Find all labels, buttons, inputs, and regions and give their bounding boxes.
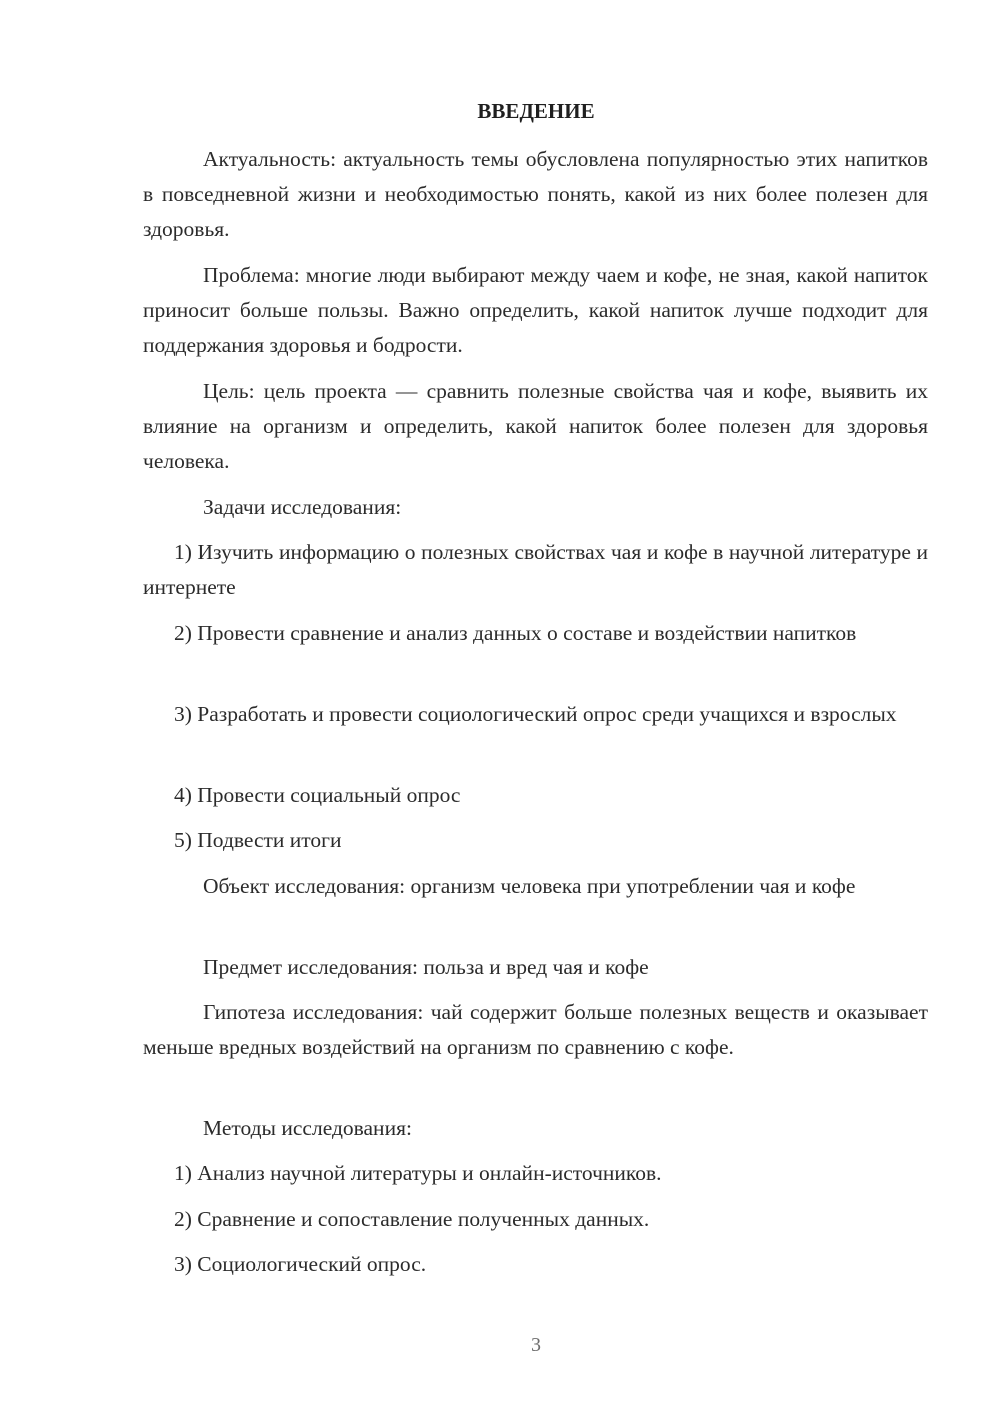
hypothesis-paragraph: Гипотеза исследования: чай содержит больше полезных веществ и оказывает меньше вредных воздействий на организм по сравнению с кофе. bbox=[143, 1000, 928, 1059]
task-item-1: 1) Изучить информацию о полезных свойствах чая и кофе в научной литературе и интернете bbox=[143, 540, 928, 599]
method-item-1: 1) Анализ научной литературы и онлайн-источников. bbox=[174, 1161, 662, 1185]
page-number: 3 bbox=[531, 1334, 541, 1356]
object-paragraph: Объект исследования: организм человека при употреблении чая и кофе bbox=[203, 874, 856, 898]
methods-heading: Методы исследования: bbox=[203, 1116, 412, 1140]
method-item-2: 2) Сравнение и сопоставление полученных данных. bbox=[174, 1207, 650, 1231]
tasks-heading: Задачи исследования: bbox=[203, 495, 402, 519]
task-item-2: 2) Провести сравнение и анализ данных о составе и воздействии напитков bbox=[174, 621, 857, 645]
subject-paragraph: Предмет исследования: польза и вред чая и кофе bbox=[203, 955, 649, 979]
page-title: ВВЕДЕНИЕ bbox=[477, 99, 595, 123]
task-item-3: 3) Разработать и провести социологический опрос среди учащихся и взрослых bbox=[174, 702, 897, 726]
method-item-3: 3) Социологический опрос. bbox=[174, 1252, 427, 1276]
task-item-5: 5) Подвести итоги bbox=[174, 828, 342, 852]
goal-paragraph: Цель: цель проекта — сравнить полезные свойства чая и кофе, выявить их влияние на организм и определить, какой напиток более полезен для здоровья человека. bbox=[143, 379, 928, 473]
relevance-paragraph: Актуальность: актуальность темы обусловлена популярностью этих напитков в повседневной жизни и необходимостью понять, какой из них более полезен для здоровья. bbox=[143, 147, 928, 241]
problem-paragraph: Проблема: многие люди выбирают между чаем и кофе, не зная, какой напиток приносит больше пользы. Важно определить, какой напиток лучше подходит для поддержания здоровья и бодрости. bbox=[143, 263, 928, 357]
task-item-4: 4) Провести социальный опрос bbox=[174, 783, 461, 807]
